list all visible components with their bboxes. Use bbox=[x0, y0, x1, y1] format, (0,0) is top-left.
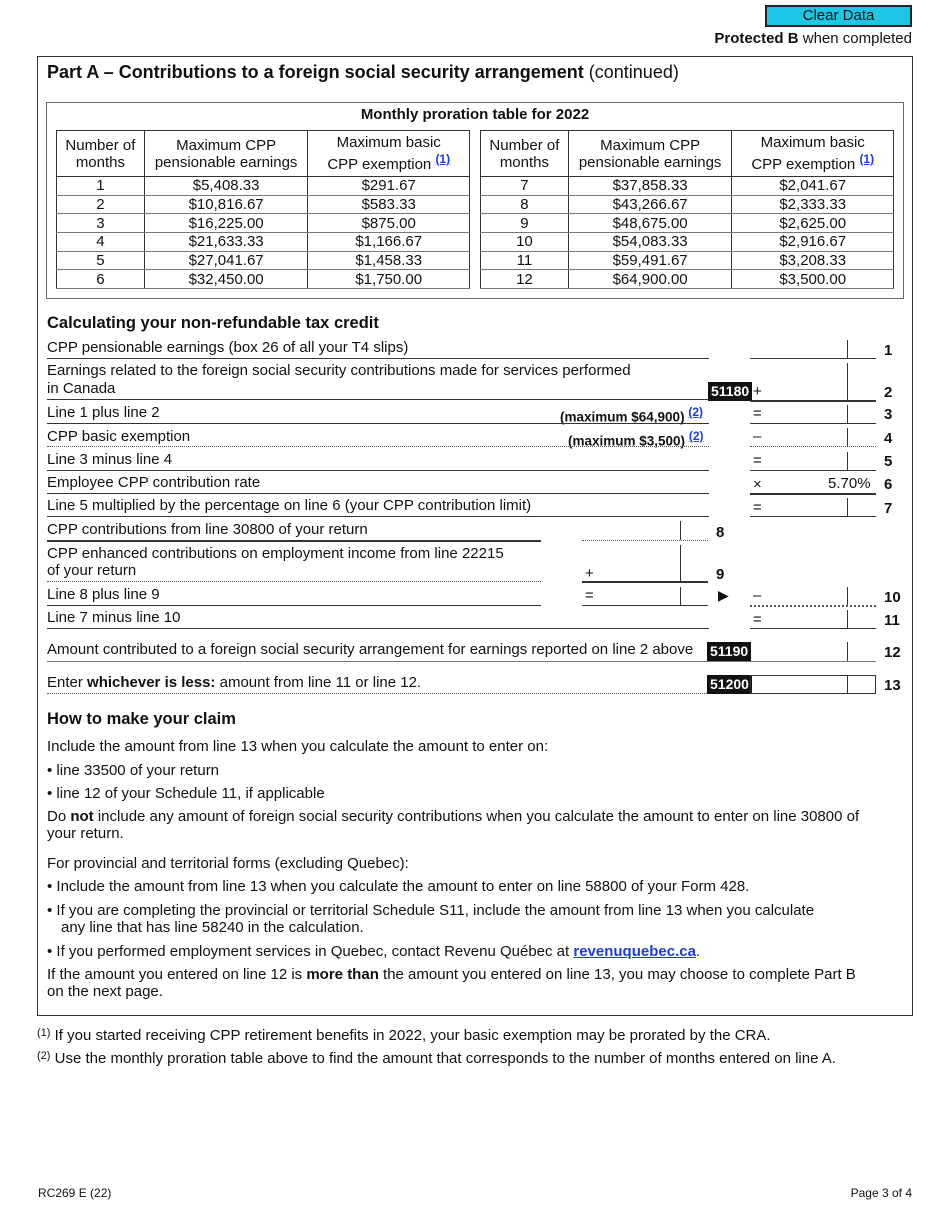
line-6-rate: 5.70% bbox=[828, 475, 871, 492]
line-10-sum-underline bbox=[582, 605, 708, 606]
prov-bullet: • If you performed employment services in Quebec, contact Revenu Québec at revenuquebec.ca. bbox=[47, 943, 701, 960]
claim-bullet: • line 12 of your Schedule 11, if applicable bbox=[47, 785, 325, 802]
divider bbox=[47, 540, 541, 542]
line-12-input[interactable] bbox=[750, 642, 876, 661]
divider bbox=[47, 693, 709, 694]
line-9-label-2: of your return bbox=[47, 562, 137, 579]
proration-table-title: Monthly proration table for 2022 bbox=[360, 106, 590, 123]
line-9-input[interactable] bbox=[582, 545, 708, 581]
form-id: RC269 E (22) bbox=[38, 1186, 112, 1200]
arrow-right-icon: ▶ bbox=[718, 587, 729, 603]
table-row: 10 $54,083.33 $2,916.67 bbox=[481, 233, 894, 252]
cents-divider bbox=[680, 521, 681, 540]
table-row: 6 $32,450.00 $1,750.00 bbox=[57, 270, 470, 289]
col-header-exemption: Maximum basic CPP exemption $^{(1)}$ bbox=[308, 131, 470, 177]
minus-operator: – bbox=[753, 587, 762, 604]
cents-divider bbox=[847, 428, 848, 446]
cents-divider bbox=[847, 498, 848, 516]
line-13-label: Enter whichever is less: amount from line 11 or line 12. bbox=[47, 674, 422, 691]
line-8-label: CPP contributions from line 30800 of your return bbox=[47, 521, 368, 538]
line-5-label: Line 3 minus line 4 bbox=[47, 451, 173, 468]
minus-operator: – bbox=[753, 428, 762, 445]
divider bbox=[47, 423, 709, 424]
equals-operator: = bbox=[753, 452, 762, 469]
cents-divider bbox=[847, 642, 848, 661]
claim-heading: How to make your claim bbox=[47, 710, 236, 728]
table-row: 1 $5,408.33 $291.67 bbox=[57, 177, 470, 196]
part-a-title-continued: (continued) bbox=[583, 62, 679, 82]
divider bbox=[47, 493, 709, 494]
line-4-underline bbox=[750, 446, 876, 447]
multiply-operator: × bbox=[753, 476, 762, 493]
cents-divider bbox=[847, 610, 848, 628]
part-b-note: If the amount you entered on line 12 is more than the amount you entered on line 13, you may choose to complete Part B bbox=[47, 966, 856, 983]
line-9-label-1: CPP enhanced contributions on employment income from line 22215 bbox=[47, 545, 504, 562]
divider bbox=[47, 581, 541, 582]
line-13-code: 51200 bbox=[707, 675, 752, 694]
line-1-underline bbox=[750, 358, 876, 359]
line-11-input[interactable] bbox=[750, 610, 876, 628]
line-11-underline bbox=[750, 628, 876, 629]
line-3-label: Line 1 plus line 2 bbox=[47, 404, 160, 421]
part-a-title-bold: Part A – Contributions to a foreign social security arrangement bbox=[47, 62, 584, 82]
divider bbox=[47, 628, 709, 629]
revenuquebec-link[interactable]: revenuquebec.ca bbox=[573, 943, 696, 960]
line-12-number: 12 bbox=[884, 644, 901, 661]
divider bbox=[47, 605, 541, 606]
line-2-input[interactable] bbox=[750, 363, 876, 400]
part-a-title bbox=[47, 62, 679, 83]
line-4-input[interactable] bbox=[750, 428, 876, 446]
line-6-label: Employee CPP contribution rate bbox=[47, 474, 261, 491]
table-row: 9 $48,675.00 $2,625.00 bbox=[481, 214, 894, 233]
equals-operator: = bbox=[585, 587, 594, 604]
line-10-underline bbox=[750, 605, 876, 607]
footnote-1-link[interactable]: (1) bbox=[859, 152, 875, 166]
table-row: 12 $64,900.00 $3,500.00 bbox=[481, 270, 894, 289]
cents-divider bbox=[680, 545, 681, 581]
equals-operator: = bbox=[753, 611, 762, 628]
cents-divider bbox=[847, 405, 848, 423]
line-4-number: 4 bbox=[884, 430, 893, 447]
line-13-input[interactable] bbox=[750, 675, 876, 694]
line-5-underline bbox=[750, 470, 876, 471]
line-9-number: 9 bbox=[716, 566, 725, 583]
line-7-underline bbox=[750, 516, 876, 517]
table-row: 8 $43,266.67 $2,333.33 bbox=[481, 195, 894, 214]
claim-intro: Include the amount from line 13 when you calculate the amount to enter on: bbox=[47, 738, 549, 755]
part-b-note-cont: on the next page. bbox=[47, 983, 163, 1000]
col-header-earnings: Maximum CPP pensionable earnings bbox=[144, 131, 308, 177]
cents-divider bbox=[680, 587, 681, 605]
line-8-input[interactable] bbox=[582, 521, 708, 540]
page-number: Page 3 of 4 bbox=[850, 1186, 912, 1200]
line-4-max-note: (maximum $3,500) (2) bbox=[568, 429, 704, 449]
table-header-row bbox=[481, 131, 894, 177]
line-6-number: 6 bbox=[884, 476, 893, 493]
divider bbox=[47, 358, 709, 359]
line-10-sum-input[interactable] bbox=[582, 587, 708, 605]
line-6-underline bbox=[750, 493, 876, 495]
divider bbox=[47, 399, 709, 400]
prov-bullet: • If you are completing the provincial or territorial Schedule S11, include the amount from line 13 when you calculate bbox=[47, 902, 815, 919]
line-7-input[interactable] bbox=[750, 498, 876, 516]
protected-b-notice bbox=[714, 30, 912, 47]
proration-table-right bbox=[480, 130, 894, 289]
prov-bullet-cont: any line that has line 58240 in the calculation. bbox=[61, 919, 364, 936]
table-row: 11 $59,491.67 $3,208.33 bbox=[481, 251, 894, 270]
line-2-code: 51180 bbox=[708, 382, 752, 401]
line-2-label-2: in Canada bbox=[47, 380, 116, 397]
divider bbox=[47, 661, 876, 662]
line-1-number: 1 bbox=[884, 342, 893, 359]
line-12-code: 51190 bbox=[707, 642, 751, 661]
line-10-number: 10 bbox=[884, 589, 901, 606]
col-header-months: Number of months bbox=[481, 131, 569, 177]
plus-operator: + bbox=[585, 565, 594, 582]
line-8-underline bbox=[582, 540, 708, 541]
table-row: 2 $10,816.67 $583.33 bbox=[57, 195, 470, 214]
footnote-2-link[interactable]: (2) bbox=[688, 405, 704, 419]
line-3-input[interactable] bbox=[750, 405, 876, 423]
line-7-label: Line 5 multiplied by the percentage on line 6 (your CPP contribution limit) bbox=[47, 497, 532, 514]
divider bbox=[47, 470, 709, 471]
claim-bullet: • line 33500 of your return bbox=[47, 762, 220, 779]
table-row: 3 $16,225.00 $875.00 bbox=[57, 214, 470, 233]
line-8-number: 8 bbox=[716, 524, 725, 541]
line-1-label: CPP pensionable earnings (box 26 of all your T4 slips) bbox=[47, 339, 409, 356]
cents-divider bbox=[847, 675, 848, 694]
line-10-input[interactable] bbox=[750, 587, 876, 605]
table-row: 7 $37,858.33 $2,041.67 bbox=[481, 177, 894, 196]
clear-data-button[interactable]: Clear Data bbox=[765, 5, 912, 27]
protected-when-completed: when completed bbox=[798, 30, 912, 47]
divider bbox=[47, 446, 709, 447]
line-1-input[interactable] bbox=[750, 340, 876, 358]
protected-b-label: Protected B bbox=[714, 30, 799, 47]
line-3-max-note: (maximum $64,900) (2) bbox=[560, 405, 704, 425]
prov-intro: For provincial and territorial forms (excluding Quebec): bbox=[47, 855, 409, 872]
line-4-label: CPP basic exemption bbox=[47, 428, 191, 445]
footnote-1: $^{(1)}$ If you started receiving CPP retirement benefits in 2022, your basic exemption may be prorated by the CRA. bbox=[37, 1027, 771, 1044]
line-11-number: 11 bbox=[884, 612, 900, 629]
footnote-2: $^{(2)}$ Use the monthly proration table above to find the amount that corresponds to the number of months entered on line A. bbox=[37, 1050, 836, 1067]
cents-divider bbox=[847, 587, 848, 605]
line-10-label: Line 8 plus line 9 bbox=[47, 586, 160, 603]
claim-donot: Do not include any amount of foreign social security contributions when you calculate the amount to enter on line 30800 of bbox=[47, 808, 860, 825]
col-header-exemption: Maximum basic CPP exemption $^{(1)}$ bbox=[732, 131, 894, 177]
line-5-input[interactable] bbox=[750, 452, 876, 470]
line-3-number: 3 bbox=[884, 406, 893, 423]
cents-divider bbox=[847, 363, 848, 400]
line-7-number: 7 bbox=[884, 500, 893, 517]
line-2-number: 2 bbox=[884, 384, 893, 401]
claim-donot-cont: your return. bbox=[47, 825, 124, 842]
line-5-number: 5 bbox=[884, 453, 893, 470]
footnote-1-link[interactable]: (1) bbox=[435, 152, 451, 166]
cents-divider bbox=[847, 340, 848, 358]
table-row: 5 $27,041.67 $1,458.33 bbox=[57, 251, 470, 270]
table-header-row bbox=[57, 131, 470, 177]
cents-divider bbox=[847, 452, 848, 470]
table-row: 4 $21,633.33 $1,166.67 bbox=[57, 233, 470, 252]
plus-operator: + bbox=[753, 383, 762, 400]
line-13-number: 13 bbox=[884, 677, 901, 694]
equals-operator: = bbox=[753, 405, 762, 422]
line-11-label: Line 7 minus line 10 bbox=[47, 609, 181, 626]
line-9-underline bbox=[582, 581, 708, 583]
line-3-underline bbox=[750, 423, 876, 424]
calc-heading: Calculating your non-refundable tax credit bbox=[47, 314, 379, 332]
col-header-earnings: Maximum CPP pensionable earnings bbox=[568, 131, 732, 177]
line-12-label: Amount contributed to a foreign social security arrangement for earnings reported on line 2 above bbox=[47, 641, 694, 658]
col-header-months: Number of months bbox=[57, 131, 145, 177]
equals-operator: = bbox=[753, 499, 762, 516]
footnote-2-link[interactable]: (2) bbox=[688, 429, 704, 443]
proration-table-left bbox=[56, 130, 470, 289]
divider bbox=[47, 516, 709, 517]
line-2-label-1: Earnings related to the foreign social security contributions made for services performed bbox=[47, 362, 631, 379]
line-2-underline bbox=[750, 400, 876, 402]
prov-bullet: • Include the amount from line 13 when you calculate the amount to enter on line 58800 of your Form 428. bbox=[47, 878, 750, 895]
